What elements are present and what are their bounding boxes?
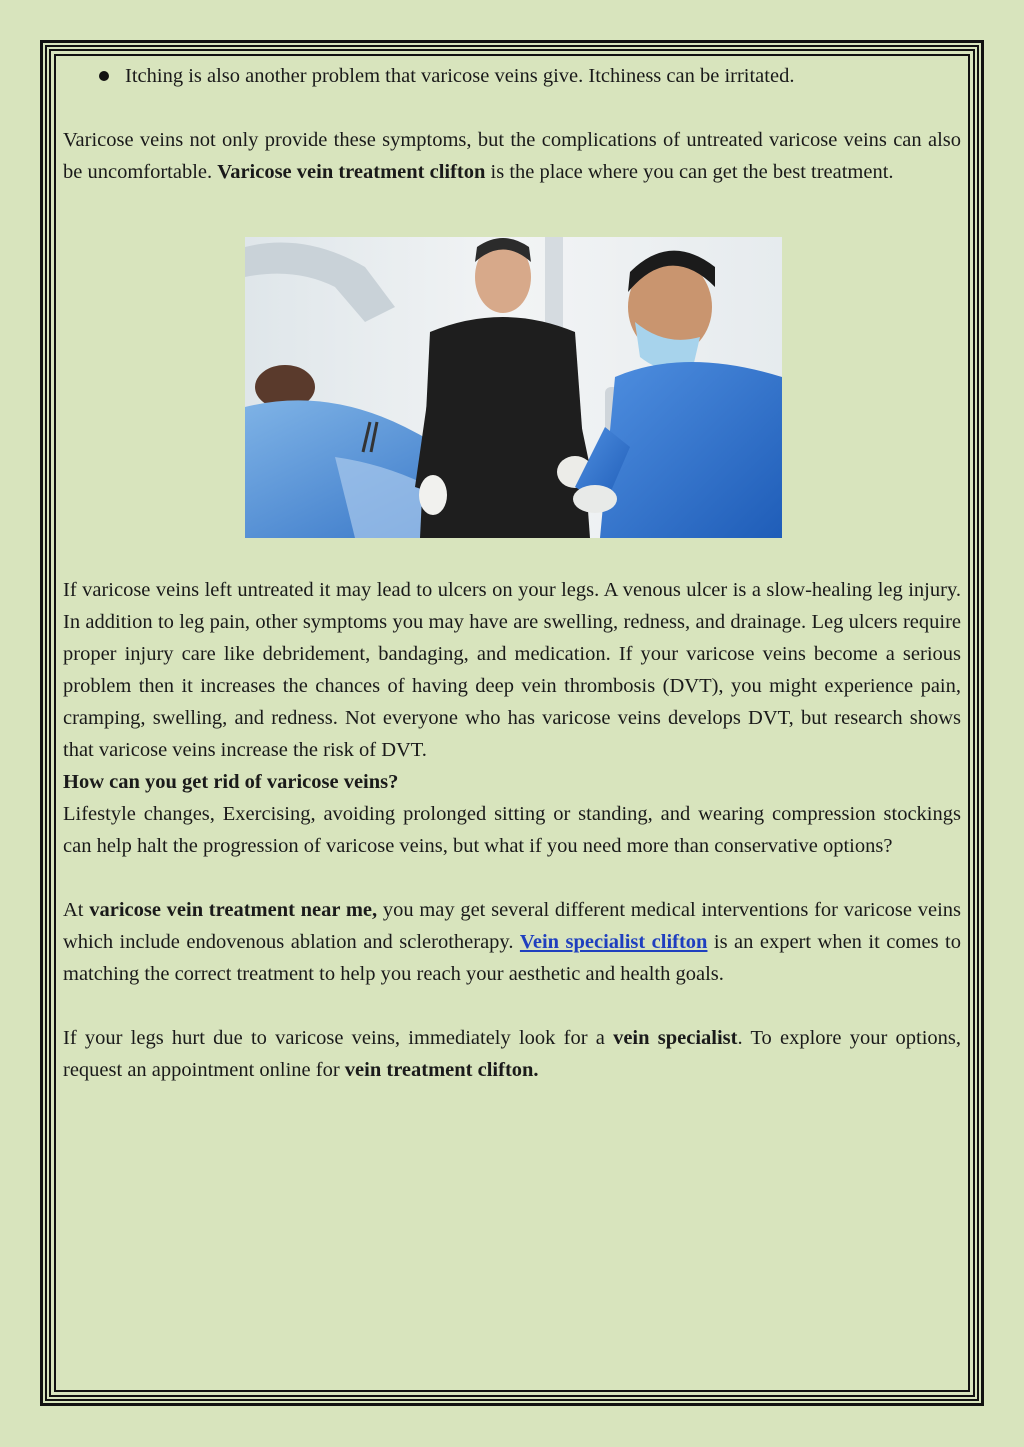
bold-phrase-vein-treatment-clifton: vein treatment clifton. bbox=[344, 1059, 539, 1081]
bold-phrase-treatment-clifton: Varicose vein treatment clifton bbox=[217, 161, 486, 183]
paragraph-text: is the place where you can get the best treatment. bbox=[485, 161, 894, 183]
paragraph-text: If your legs hurt due to varicose veins, immediately look for a bbox=[63, 1027, 614, 1049]
paragraph-text: Varicose veins not only provide these symptoms, but the complications of untreated varicose veins can also be uncomfortable. bbox=[63, 129, 961, 183]
medical-procedure-photo bbox=[245, 237, 782, 538]
paragraph-text: you may get several different medical interventions for varicose veins which include endovenous ablation and sclerotherapy. bbox=[63, 899, 961, 953]
bullet-item-itching bbox=[63, 60, 961, 92]
vein-specialist-clifton-link[interactable]: Vein specialist clifton bbox=[519, 931, 708, 953]
paragraph-complications bbox=[63, 124, 961, 188]
paragraph-ulcers-dvt: If varicose veins left untreated it may lead to ulcers on your legs. A venous ulcer is a slow-healing leg injury. In addition to leg pain, other symptoms you may have are swelling, redness, and drainage. Leg ulcers require proper injury care like debridement, bandaging, and medication. If your varicose veins become a serious problem then it increases the chances of having deep vein thrombosis (DVT), you might experience pain, cramping, swelling, and redness. Not everyone who has varicose veins develops DVT, but research shows that varicose veins increase the risk of DVT. bbox=[63, 579, 961, 761]
bullet-text: Itching is also another problem that varicose veins give. Itchiness can be irritated. bbox=[125, 65, 795, 87]
document-body bbox=[63, 60, 961, 1086]
paragraph-text: is an expert when it comes to matching the correct treatment to help you reach your aesthetic and health goals. bbox=[63, 931, 961, 985]
doctors-treating-patient-icon bbox=[245, 237, 782, 538]
heading-text: How can you get rid of varicose veins? bbox=[63, 771, 399, 793]
bullet-dot-icon bbox=[99, 71, 109, 81]
paragraph-interventions bbox=[63, 894, 961, 990]
section-heading bbox=[63, 766, 961, 798]
paragraph-appointment bbox=[63, 1022, 961, 1086]
paragraph-lifestyle: Lifestyle changes, Exercising, avoiding prolonged sitting or standing, and wearing compression stockings can help halt the progression of varicose veins, but what if you need more than conservative options? bbox=[63, 803, 961, 857]
paragraph-text: At bbox=[63, 899, 90, 921]
paragraph-text: . To explore your options, request an appointment online for bbox=[63, 1027, 961, 1081]
bold-phrase-vein-specialist: vein specialist bbox=[613, 1027, 738, 1049]
bold-phrase-treatment-near-me: varicose vein treatment near me, bbox=[89, 899, 378, 921]
